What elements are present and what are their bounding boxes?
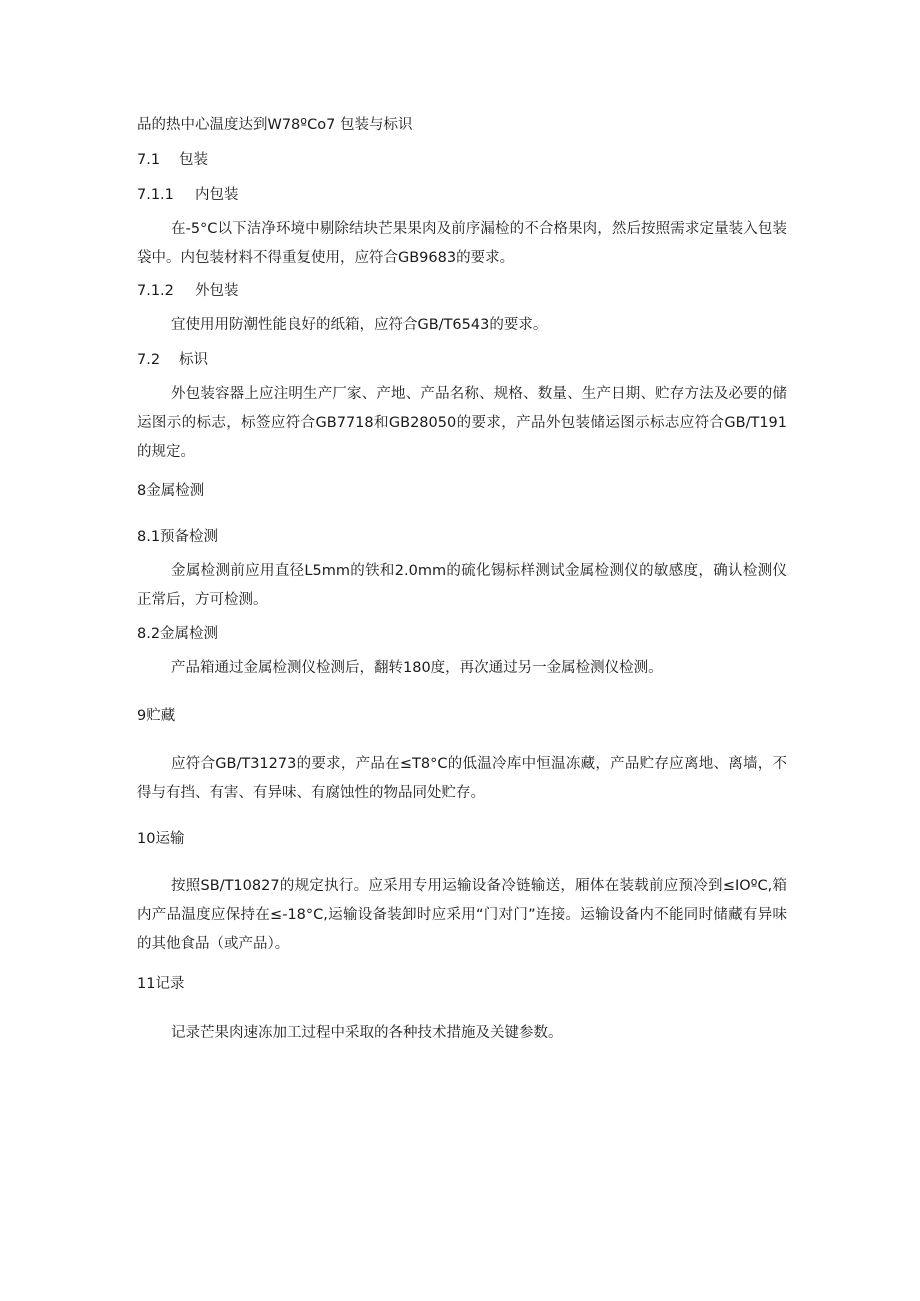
paragraph-text: 宜使用用防潮性能良好的纸箱，应符合GB/T6543的要求。 [171,317,548,333]
heading-8-2: 8.2金属检测 [137,626,219,642]
paragraph-8-1 [137,557,787,615]
paragraph-10 [137,872,787,959]
paragraph-text: 按照SB/T10827的规定执行。应采用专用运输设备冷链输送，厢体在装载前应预冷到≤IOºC,箱内产品温度应保持在≤-18°C,运输设备装卸时应采用“门对门”连接。运输设备内不能同时储藏有异味的其他食品（或产品）。 [137,878,787,952]
heading-number: 7.1 [137,152,161,168]
paragraph-text: 应符合GB/T31273的要求，产品在≤T8°C的低温冷库中恒温冻藏，产品贮存应离地、离墙，不得与有挡、有害、有异味、有腐蚀性的物品同处贮存。 [137,756,787,801]
paragraph-7-1-1 [137,215,787,273]
heading-11: 11记录 [137,976,185,992]
heading-7-1 [137,150,208,170]
heading-title: 包装 [179,152,208,168]
heading-8: 8金属检测 [137,483,205,499]
heading-7-1-1 [137,185,239,205]
heading-7-2 [137,350,208,370]
paragraph-text: 记录芒果肉速冻加工过程中采取的各种技术措施及关键参数。 [171,1025,563,1041]
heading-number: 7.1.2 [137,283,174,299]
paragraph-7-2 [137,380,787,467]
paragraph-11 [137,1019,787,1048]
paragraph-text: 金属检测前应用直径L5mm的铁和2.0mm的硫化锡标样测试金属检测仪的敏感度，确认检测仪正常后，方可检测。 [137,563,787,608]
paragraph-7-1-2 [137,311,787,340]
paragraph-9 [137,750,787,808]
paragraph-text: 产品箱通过金属检测仪检测后，翻转180度，再次通过另一金属检测仪检测。 [171,660,663,676]
heading-9: 9贮藏 [137,708,176,724]
heading-title: 外包装 [195,283,239,299]
paragraph-text: 外包装容器上应注明生产厂家、产地、产品名称、规格、数量、生产日期、贮存方法及必要的储运图示的标志，标签应符合GB7718和GB28050的要求，产品外包装储运图示标志应符合GB/T191的规定。 [137,386,787,460]
paragraph-8-2 [137,654,787,683]
paragraph-text: 在-5°C以下洁净环境中剔除结块芒果果肉及前序漏检的不合格果肉，然后按照需求定量装入包装袋中。内包装材料不得重复使用，应符合GB9683的要求。 [137,221,787,266]
heading-number: 7.1.1 [137,187,174,203]
heading-number: 7.2 [137,352,161,368]
heading-10: 10运输 [137,831,185,847]
heading-title: 内包装 [195,187,239,203]
heading-title: 标识 [179,352,208,368]
heading-7-1-2 [137,281,239,301]
first-line: 品的热中心温度达到W78ºCo7 包装与标识 [137,117,413,133]
heading-8-1: 8.1预备检测 [137,529,219,545]
